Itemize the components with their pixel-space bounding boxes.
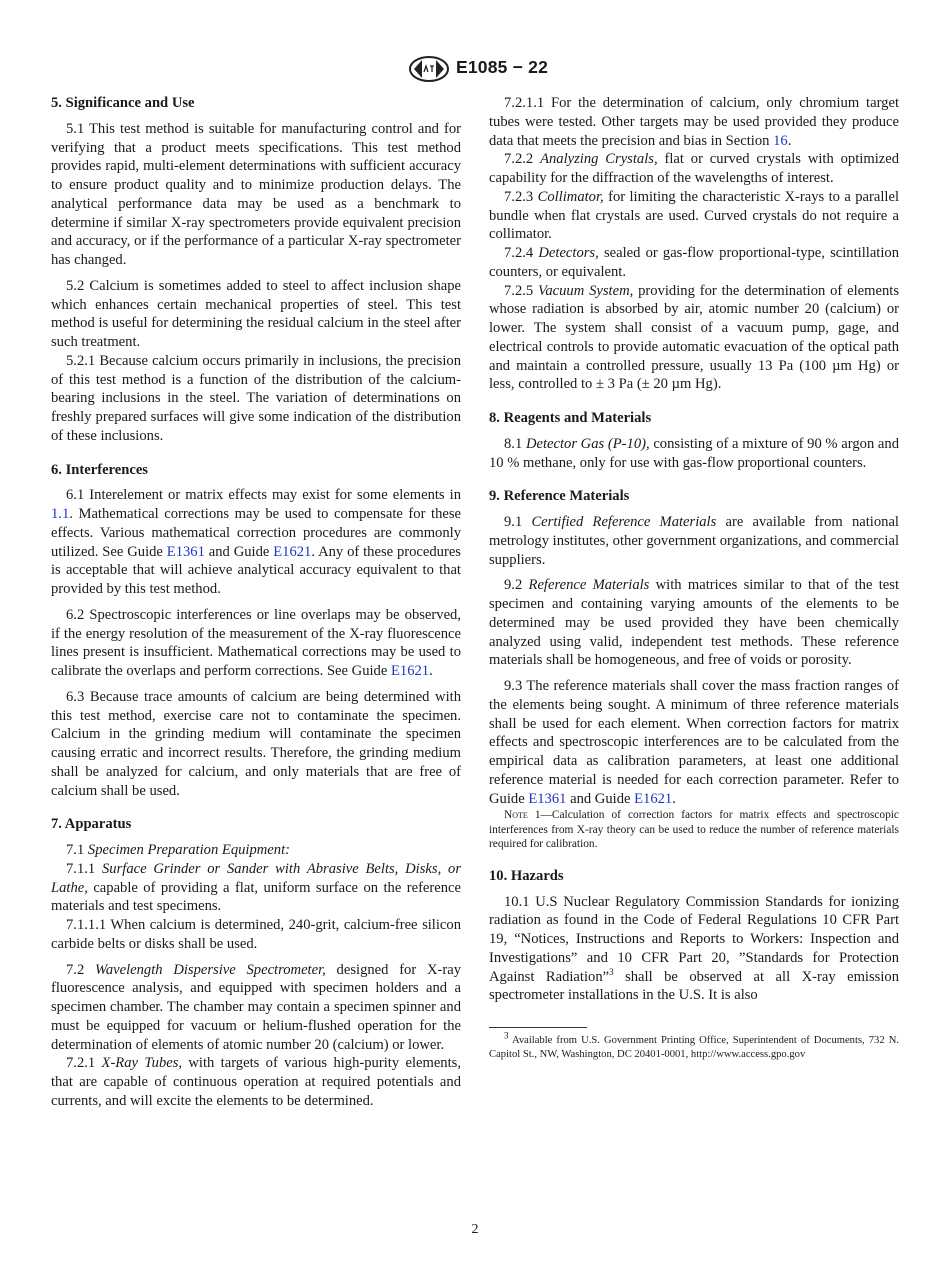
paragraph-9-1: 9.1 Certified Reference Materials are available from national metrology institutes, other government organizations, and commercial suppliers. [489, 514, 899, 568]
left-column [51, 94, 461, 1111]
paragraph-8-1: 8.1 Detector Gas (P-10), consisting of a mixture of 90 % argon and 10 % methane, only for use with gas-flow proportional counters. [489, 435, 900, 471]
astm-logo-icon [408, 56, 450, 82]
page-header [0, 56, 950, 84]
paragraph-5-1: 5.1 This test method is suitable for manufacturing control and for verifying that a product meets specifications. This test method provides rapid, multi-element determinations with sufficient accuracy to ensure product quality and to minimize production delays. The analytical performance data may be used as a benchmark to determine if similar X-ray spectrometers provide equivalent precision and accuracy, or if the performance of a particular X-ray spectrometer has changed. [51, 120, 461, 268]
paragraph-6-1: 6.1 Interelement or matrix effects may exist for some elements in 1.1. Mathematical corrections may be used to compensate for these effects. Various mathematical correction procedures are commonly utilized. See Guide E1361 and Guide E1621. Any of these procedures is acceptable that will achieve analytical accuracy equivalent to that provided by this test method. [51, 487, 461, 597]
paragraph-5-2: 5.2 Calcium is sometimes added to steel to affect inclusion shape which enhances certain mechanical properties of steel. This test method is useful for determining the residual calcium in the steel after such treatment. [51, 277, 461, 350]
paragraph-9-2: 9.2 Reference Materials with matrices similar to that of the test specimen and containing varying amounts of the elements to be determined may be used provided they have been chemically analyzed using valid, independent test methods. These reference materials shall be homogeneous, and free of voids or porosity. [489, 577, 899, 669]
paragraph-7-2-1: 7.2.1 X-Ray Tubes, with targets of various high-purity elements, that are capable of continuous operation at required potentials and currents, and will excite the elements to be determined. [51, 1055, 461, 1109]
paragraph-7-1: 7.1 Specimen Preparation Equipment: [66, 842, 290, 858]
link-e1621[interactable]: E1621 [390, 663, 430, 679]
section-9-heading: 9. Reference Materials [489, 488, 630, 505]
paragraph-5-2-1: 5.2.1 Because calcium occurs primarily in inclusions, the precision of this test method is a function of the distribution of the calcium-bearing inclusions in the steel. The variation of determinations on freshly prepared surfaces will give some indication of the distribution of these inclusions. [51, 352, 461, 444]
paragraph-7-2-3: 7.2.3 Collimator, for limiting the characteristic X-rays to a parallel bundle when flat crystals are used. Curved crystals do not require a collimator. [489, 188, 899, 243]
paragraph-10-1: 10.1 U.S Nuclear Regulatory Commission Standards for ionizing radiation as found in the Code of Federal Regulations 10 CFR Part 19, “Notices, Instructions and Reports to Workers: Inspection and Investigations” and 10 CFR Part 20, ”Standards for Protection Against Radiation”$^3$ shall be observed at all X-ray emission spectrometer installations in the U.S. It is also [489, 893, 899, 1004]
link-e1361[interactable]: E1361 [528, 790, 567, 807]
right-column [489, 94, 899, 1062]
link-e1621[interactable]: E1621 [273, 543, 312, 560]
footnote-ref[interactable]: 3 [609, 966, 614, 977]
document-id: E1085 − 22 [456, 57, 549, 77]
paragraph-7-1-1-1: 7.1.1.1 When calcium is determined, 240-grit, calcium-free silicon carbide belts or disks shall be used. [51, 917, 461, 952]
paragraph-9-3: 9.3 The reference materials shall cover the mass fraction ranges of the elements being sought. A minimum of three reference materials shall be used for each element. When correction factors for matrix effects and spectroscopic interferences are to be calculated from the empirical data as calibration parameters, at least one additional reference material is needed for each correction parameter. Refer to Guide E1361 and Guide E1621. [489, 678, 899, 807]
paragraph-7-2-1-1: 7.2.1.1 For the determination of calcium, only chromium target tubes were tested. Other targets may be used provided they produce data that meets the precision and bias in Section 16. [489, 95, 899, 149]
footnote-divider [489, 1027, 587, 1028]
paragraph-7-2-2: 7.2.2 Analyzing Crystals, flat or curved crystals with optimized capability for the diffraction of the wavelengths of interest. [489, 151, 899, 186]
section-5-heading: 5. Significance and Use [51, 95, 195, 111]
paragraph-7-1-1: 7.1.1 Surface Grinder or Sander with Abrasive Belts, Disks, or Lathe, capable of providing a flat, uniform surface on the reference materials and test specimens. [51, 860, 461, 915]
section-8-heading: 8. Reagents and Materials [489, 410, 652, 426]
page-number: 2 [471, 1222, 479, 1237]
note-1: Note 1—Calculation of correction factors for matrix effects and spectroscopic interferences from X-ray theory can be used to reduce the number of reference materials required for calibration. [489, 809, 899, 851]
link-e1361[interactable]: E1361 [166, 543, 205, 560]
paragraph-6-3: 6.3 Because trace amounts of calcium are being determined with this test method, exercise care not to contaminate the specimen. Calcium in the grinding medium will contaminate the specimen causing erratic and incorrect results. Therefore, the grinding medium shall be analyzed for calcium, and only materials that are free of calcium shall be used. [51, 688, 461, 799]
section-10-heading: 10. Hazards [489, 867, 564, 884]
link-e1621[interactable]: E1621 [634, 790, 673, 807]
paragraph-7-2-5: 7.2.5 Vacuum System, providing for the determination of elements whose radiation is absorbed by air, atomic number 20 (calcium) or lower. The system shall consist of a vacuum pump, gage, and electrical controls to provide automatic evacuation of the optical path and maintain a controlled pressure, usually 13 Pa (100 µm Hg) or less, controlled to ± 3 Pa (± 20 µm Hg). [489, 282, 899, 393]
link-section-1-1[interactable]: 1.1 [51, 506, 70, 522]
paragraph-7-2-4: 7.2.4 Detectors, sealed or gas-flow proportional-type, scintillation counters, or equivalent. [489, 245, 900, 280]
section-7-heading: 7. Apparatus [51, 816, 132, 833]
paragraph-7-2: 7.2 Wavelength Dispersive Spectrometer, designed for X-ray fluorescence analysis, and equipped with specimen holders and a specimen chamber. The chamber may contain a specimen spinner and must be equipped for vacuum or helium-flushed operation for the determination of elements of atomic number 20 (calcium) or lower. [51, 961, 462, 1053]
link-section-16[interactable]: 16 [773, 132, 788, 149]
section-6-heading: 6. Interferences [51, 461, 148, 478]
paragraph-6-2: 6.2 Spectroscopic interferences or line overlaps may be observed, if the energy resolution of the measurement of the X-ray fluorescence lines present is insufficient. Mathematical corrections may be used to calibrate the overlaps and perform corrections. See Guide E1621. [51, 606, 461, 679]
footnote-3: $^3$ Available from U.S. Government Printing Office, Superintendent of Documents, 732 N. Capitol St., NW, Washington, DC 20401-0001, http://www.access.gpo.gov [489, 1030, 899, 1060]
